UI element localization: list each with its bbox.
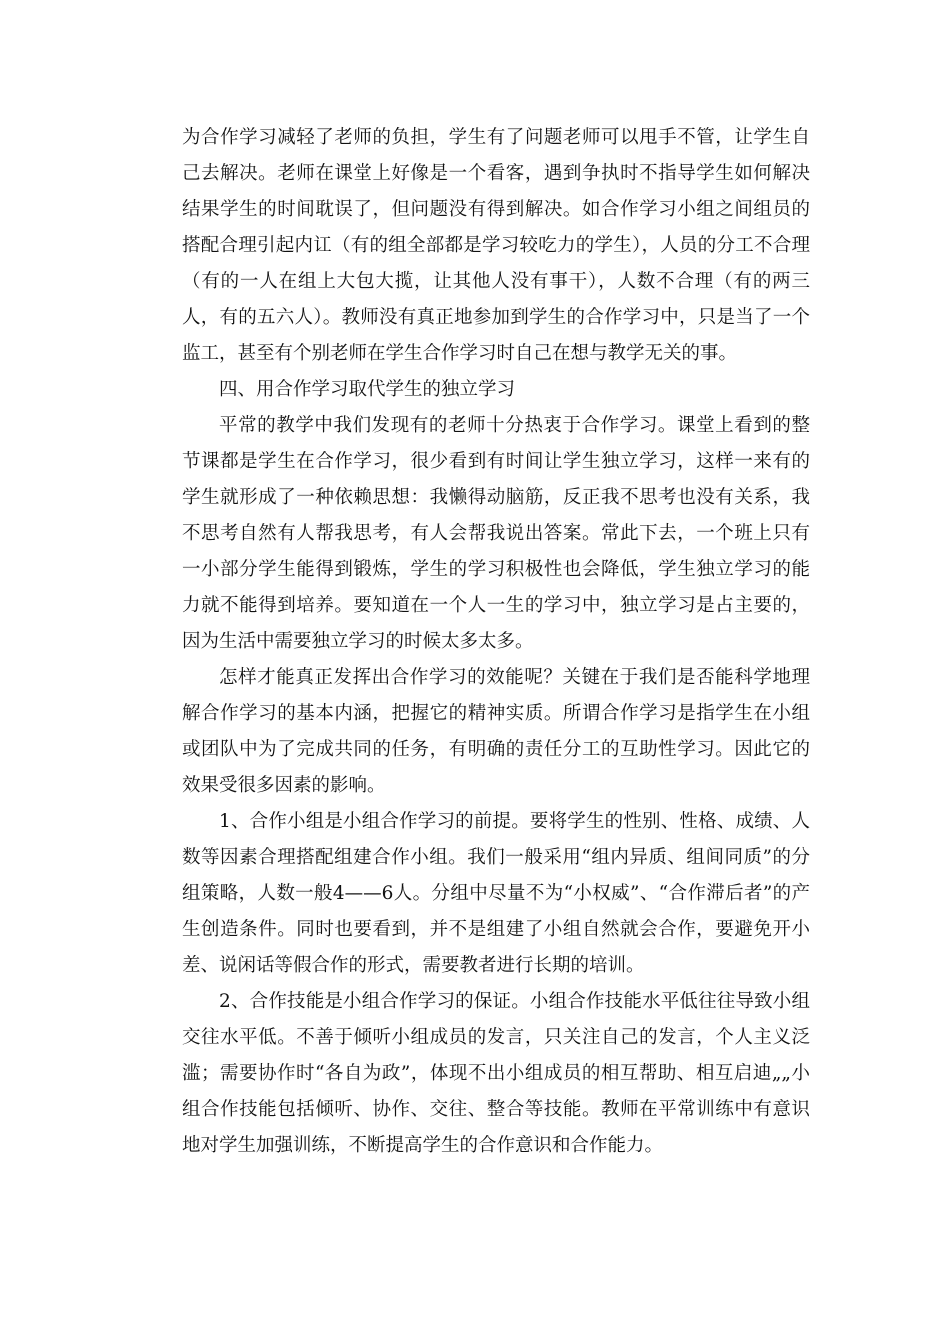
paragraph: 平常的教学中我们发现有的老师十分热衷于合作学习。课堂上看到的整节课都是学生在合作学习，很少看到有时间让学生独立学习，这样一来有的学生就形成了一种依赖思想：我懒得动脑筋，反正我不思考也没有关系，我不思考自然有人帮我思考，有人会帮我说出答案。常此下去，一个班上只有一小部分学生能得到锻炼，学生的学习积极性也会降低，学生独立学习的能力就不能得到培养。要知道在一个人一生的学习中，独立学习是占主要的，因为生活中需要独立学习的时候太多太多。 bbox=[182, 415, 810, 652]
document-body bbox=[182, 120, 810, 1164]
paragraph: 怎样才能真正发挥出合作学习的效能呢？关键在于我们是否能科学地理解合作学习的基本内涵，把握它的精神实质。所谓合作学习是指学生在小组或团队中为了完成共同的任务，有明确的责任分工的互助性学习。因此它的效果受很多因素的影响。 bbox=[182, 667, 810, 796]
paragraph-point-1: 1、合作小组是小组合作学习的前提。要将学生的性别、性格、成绩、人数等因素合理搭配组建合作小组。我们一般采用“组内异质、组间同质”的分组策略，人数一般4——6人。分组中尽量不为“小权威”、“合作滞后者”的产生创造条件。同时也要看到，并不是组建了小组自然就会合作，要避免开小差、说闲话等假合作的形式，需要教者进行长期的培训。 bbox=[182, 811, 810, 976]
paragraph-continuation: 为合作学习减轻了老师的负担，学生有了问题老师可以甩手不管，让学生自己去解决。老师在课堂上好像是一个看客，遇到争执时不指导学生如何解决结果学生的时间耽误了，但问题没有得到解决。如合作学习小组之间组员的搭配合理引起内讧（有的组全部都是学习较吃力的学生），人员的分工不合理（有的一人在组上大包大揽，让其他人没有事干），人数不合理（有的两三人，有的五六人）。教师没有真正地参加到学生的合作学习中，只是当了一个监工，甚至有个别老师在学生合作学习时自己在想与教学无关的事。 bbox=[182, 127, 810, 364]
paragraph-point-2: 2、合作技能是小组合作学习的保证。小组合作技能水平低往往导致小组交往水平低。不善于倾听小组成员的发言，只关注自己的发言，个人主义泛滥；需要协作时“各自为政”，体现不出小组成员的相互帮助、相互启迪„„小组合作技能包括倾听、协作、交往、整合等技能。教师在平常训练中有意识地对学生加强训练，不断提高学生的合作意识和合作能力。 bbox=[182, 991, 810, 1156]
section-heading: 四、用合作学习取代学生的独立学习 bbox=[219, 379, 516, 400]
